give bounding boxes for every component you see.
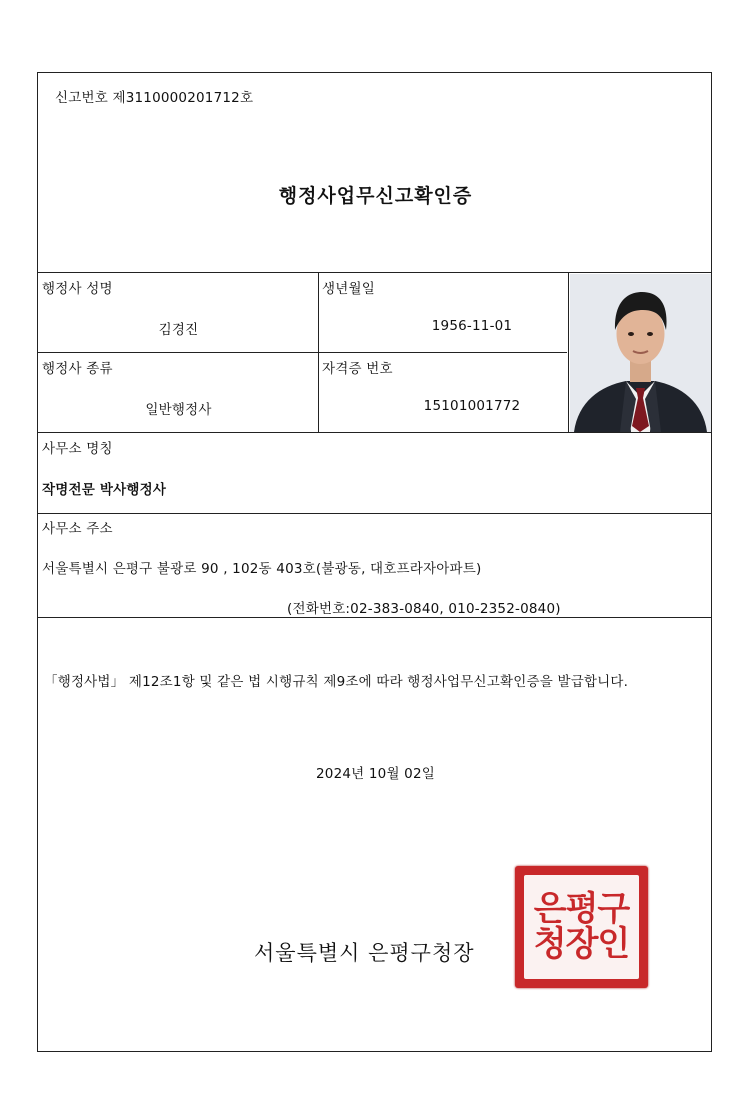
official-seal-stamp (515, 866, 648, 988)
report-number: 신고번호 제3110000201712호 (55, 90, 254, 106)
divider-row3 (38, 513, 711, 514)
license-label: 자격증 번호 (322, 361, 393, 377)
name-label: 행정사 성명 (42, 281, 113, 297)
divider-row1 (38, 352, 567, 353)
birth-value: 1956-11-01 (431, 318, 513, 334)
legal-statement: 「행정사법」 제12조1항 및 같은 법 시행규칙 제9조에 따라 행정사업무신고확인증을 발급합니다. (44, 674, 629, 690)
certificate-frame (37, 72, 712, 1052)
type-value: 일반행정사 (145, 402, 212, 418)
type-label: 행정사 종류 (42, 361, 113, 377)
seal-text-line2: 청장인 (533, 924, 630, 964)
document-title: 행정사업무신고확인증 (278, 185, 473, 207)
license-value: 15101001772 (423, 398, 521, 414)
birth-label: 생년월일 (322, 281, 375, 297)
divider-header (38, 272, 711, 273)
office-address-value: 서울특별시 은평구 불광로 90 , 102동 403호(불광동, 대호프라자아파트) (42, 561, 482, 577)
office-address-label: 사무소 주소 (42, 521, 113, 537)
divider-col1 (318, 272, 319, 432)
issuer-name: 서울특별시 은평구청장 (254, 941, 475, 965)
name-value: 김경진 (158, 322, 199, 338)
divider-row2 (38, 432, 711, 433)
applicant-photo (570, 274, 711, 432)
issue-date: 2024년 10월 02일 (315, 766, 436, 782)
office-name-value: 작명전문 박사행정사 (42, 482, 167, 498)
person-photo-icon (570, 274, 711, 432)
divider-row4 (38, 617, 711, 618)
divider-col2 (568, 272, 569, 432)
seal-text-line1: 은평구 (533, 889, 630, 930)
office-name-label: 사무소 명칭 (42, 441, 113, 457)
phone-numbers: (전화번호:02-383-0840, 010-2352-0840) (287, 601, 561, 617)
